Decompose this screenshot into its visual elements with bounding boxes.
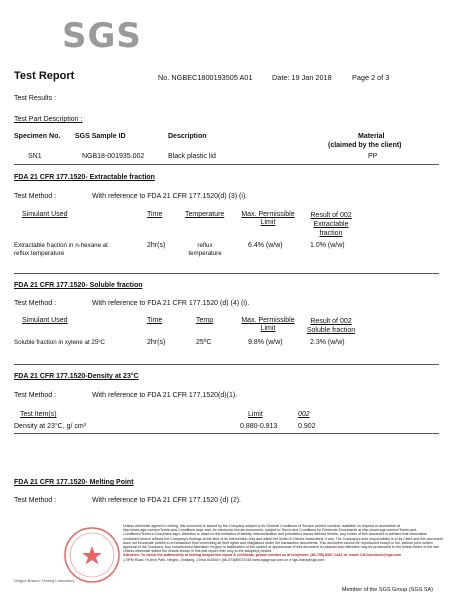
section4-method: With reference to FDA 21 CFR 177.1520 (d) (2). xyxy=(92,497,242,504)
s2-col-result-line1: Result of 002 xyxy=(310,318,352,325)
attention-text: Attention: To check the authenticity of testing /inspection report & certificate, please contact us at telephone: (86-755) 8307 1443, or email: CN.Doccheck@sgs.com xyxy=(123,553,402,558)
s3-col-limit: Limit xyxy=(248,411,263,418)
s1-col-result xyxy=(303,211,359,238)
section2-method-label: Test Method : xyxy=(14,300,57,307)
specimen-no: SN1 xyxy=(28,153,42,160)
section1-method-label: Test Method : xyxy=(14,193,57,200)
sample-id: NGB18-001935.002 xyxy=(82,153,145,160)
red-seal-stamp xyxy=(62,525,122,585)
s2-col-temp: Temp xyxy=(196,317,214,324)
s2-time: 2hr(s) xyxy=(147,339,166,346)
col-material: Material xyxy=(358,133,385,140)
s1-temp: reflux temperature xyxy=(188,242,222,257)
s2-col-limit-line2: Limit xyxy=(260,325,276,332)
s1-col-temp: Temperature xyxy=(185,211,225,218)
s2-col-time: Time xyxy=(147,317,163,324)
report-number: No. NGBEC1800193505 A01 xyxy=(158,73,253,82)
section3-method: With reference to FDA 21 CFR 177.1520(d)(1). xyxy=(92,392,238,399)
s1-col-result-line2: Extractable xyxy=(313,221,349,228)
page-number: Page 2 of 3 xyxy=(352,73,390,82)
s1-col-limit-line1: Max. Permissible xyxy=(241,211,295,218)
s1-col-result-line3: fraction xyxy=(319,230,343,237)
description: Black plastic lid xyxy=(168,153,216,160)
s2-simulant: Soluble fraction in xylene at 25ºC xyxy=(14,339,105,346)
test-results-label: Test Results : xyxy=(14,95,57,102)
address-text: 1 NFM Road, Hi-tech Park, Ningbo, Zhejiang, China 315040 t (86-574)89070145 www.sgsgroup.com.cn e sgs.china@sgs.com xyxy=(123,557,325,562)
section2-method: With reference to FDA 21 CFR 177.1520 (d) (4) (i). xyxy=(92,300,250,307)
col-sample-id: SGS Sample ID xyxy=(75,133,126,140)
col-material-sub: (claimed by the client) xyxy=(328,142,402,149)
s1-limit: 6.4% (w/w) xyxy=(248,242,283,249)
s2-temp: 25ºC xyxy=(196,339,212,346)
s3-col-item: Test Item(s) xyxy=(20,411,57,418)
section1-heading: FDA 21 CFR 177.1520- Extractable fraction xyxy=(14,174,155,181)
report-date: Date: 19 Jan 2018 xyxy=(272,73,332,82)
footer-disclaimer xyxy=(123,524,443,562)
member-of-sgs: Member of the SGS Group (SGS SA) xyxy=(341,587,433,593)
divider xyxy=(14,364,439,365)
s1-time: 2hr(s) xyxy=(147,242,166,249)
material: PP xyxy=(368,153,378,160)
s3-col-result: 002 xyxy=(298,411,310,418)
section1-method: With reference to FDA 21 CFR 177.1520(d) (3) (i). xyxy=(92,193,248,200)
disclaimer-text: Unless otherwise agreed in writing, this document is issued by the Company subject to its General Conditions of Service printed overleaf, available on request or accessible at http://www.sgs.com/en/Terms-and-Conditions.aspx and, for electronic format documents, subject to Terms and Conditions for Electronic Documents at http://www.sgs.com/en/Terms-and-Conditions/Terms-e-Document.aspx. Attention is drawn to the limitation of liability, indemnification and jurisdiction issues defined therein. Any holder of this document is advised that information contained hereon reflects the Company's findings at the time of its intervention only and within the limits of Client's instructions, if any. The Company's sole responsibility is to its Client and this document does not exonerate parties to a transaction from exercising all their rights and obligations under the transaction documents. This document cannot be reproduced except in full, without prior written approval of the Company. Any unauthorized alteration, forgery or falsification of the content or appearance of this document is unlawful and offenders may be prosecuted to the fullest extent of the law. Unless otherwise stated the results shown in this test report refer only to the sample(s) tested. xyxy=(123,524,443,554)
s2-col-limit-line1: Max. Permissible xyxy=(241,317,295,324)
divider xyxy=(14,433,439,434)
section4-heading: FDA 21 CFR 177.1520- Melting Point xyxy=(14,479,134,486)
s1-result: 1.0% (w/w) xyxy=(310,242,345,249)
s2-result: 2.3% (w/w) xyxy=(310,339,345,346)
part-description-label: Test Part Description : xyxy=(14,116,83,123)
s1-col-limit-line2: Limit xyxy=(260,219,276,226)
divider xyxy=(14,273,439,274)
s2-limit: 9.8% (w/w) xyxy=(248,339,283,346)
s2-col-limit xyxy=(236,317,300,332)
s2-col-simulant: Simulant Used xyxy=(22,317,68,324)
stamp-caption: Ningbo Branch Testing Laboratory xyxy=(14,578,75,583)
divider xyxy=(14,164,439,165)
sgs-logo: SGS xyxy=(62,16,142,56)
section2-heading: FDA 21 CFR 177.1520- Soluble fraction xyxy=(14,282,143,289)
s1-col-limit xyxy=(236,211,300,226)
s3-limit: 0.880-0.913 xyxy=(240,423,278,430)
col-description: Description xyxy=(168,133,207,140)
s1-col-simulant: Simulant Used xyxy=(22,211,68,218)
section3-heading: FDA 21 CFR 177.1520-Density at 23°C xyxy=(14,373,139,380)
section3-method-label: Test Method : xyxy=(14,392,57,399)
s3-result: 0.902 xyxy=(298,423,316,430)
s1-col-result-line1: Result of 002 xyxy=(310,212,352,219)
col-specimen-no: Specimen No. xyxy=(14,133,61,140)
s1-col-time: Time xyxy=(147,211,163,218)
s1-simulant: Extractable fraction in n-hexane at reflux temperature xyxy=(14,242,108,257)
page-title: Test Report xyxy=(14,70,75,82)
s2-col-result xyxy=(303,317,359,335)
s2-col-result-line2: Soluble fraction xyxy=(306,327,356,334)
s3-item: Density at 23°C, g/ cm³ xyxy=(14,423,87,430)
section4-method-label: Test Method : xyxy=(14,497,57,504)
